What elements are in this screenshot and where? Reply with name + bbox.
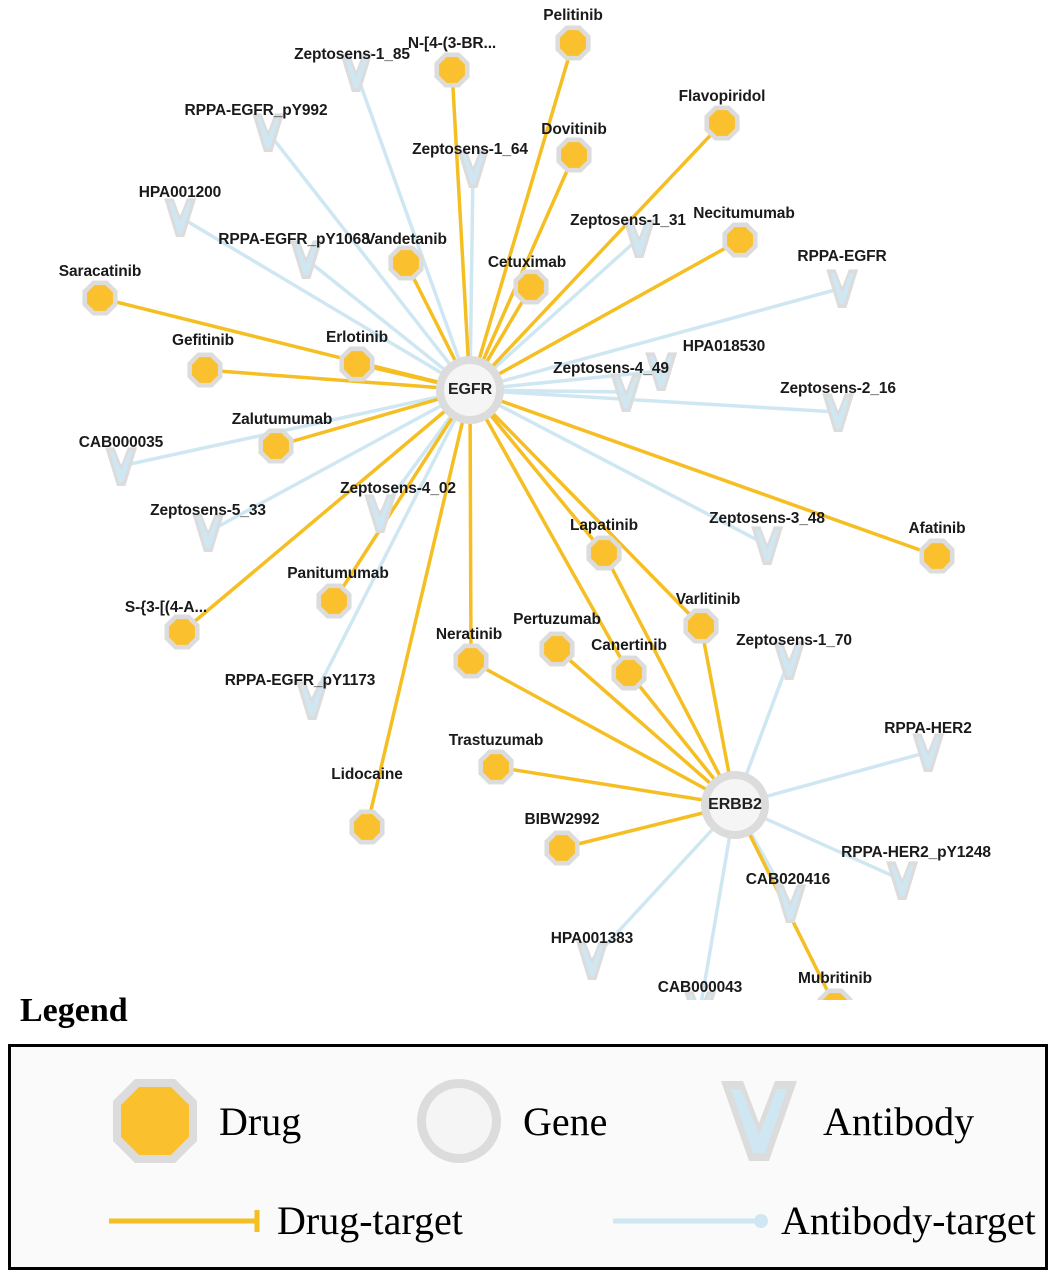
antibody-node[interactable] [774, 884, 806, 923]
antibody-label: Zeptosens-1_31 [570, 212, 686, 229]
drug-label: Cetuximab [487, 254, 567, 271]
drug-node[interactable] [321, 588, 347, 614]
legend-label-antibody: Antibody [823, 1098, 975, 1144]
drug-node[interactable] [344, 351, 370, 377]
antibody-label: HPA001383 [550, 930, 634, 947]
drug-label: Gefitinib [172, 332, 234, 349]
drug-node[interactable] [560, 30, 586, 56]
drug-node[interactable] [591, 540, 617, 566]
drug-label: Erlotinib [326, 329, 388, 346]
legend-item-antibody [711, 1073, 974, 1169]
antibody-label: Zeptosens-4_02 [340, 480, 456, 497]
drug-label: Flavopiridol [678, 88, 766, 105]
antibody-label: CAB000043 [657, 979, 743, 996]
legend-label-drug-target: Drug-target [277, 1198, 463, 1243]
legend-title: Legend [20, 992, 128, 1029]
legend-edge-row [11, 1197, 1045, 1257]
drug-octagon-icon [107, 1073, 203, 1169]
drug-label: N-[4-(3-BR... [407, 35, 497, 52]
antibody-node[interactable] [886, 861, 918, 900]
antibody-label: CAB020416 [745, 871, 831, 888]
drug-label: Varlitinib [675, 591, 741, 608]
antibody-label: Zeptosens-3_48 [709, 510, 825, 527]
antibody-node[interactable] [164, 198, 196, 237]
drug-node[interactable] [483, 754, 509, 780]
gene-label: EGFR [447, 381, 493, 398]
drug-node[interactable] [439, 57, 465, 83]
drug-label: Necitumumab [693, 205, 795, 222]
drug-node[interactable] [688, 613, 714, 639]
drug-node[interactable] [169, 619, 195, 645]
antibody-label: RPPA-HER2_pY1248 [841, 844, 991, 861]
drug-node[interactable] [561, 142, 587, 168]
antibody-label: Zeptosens-5_33 [150, 502, 266, 519]
antibody-label: RPPA-EGFR_pY992 [184, 102, 328, 119]
drug-label: Lapatinib [570, 517, 638, 534]
gene-label: ERBB2 [708, 796, 762, 813]
drug-label: S-{3-[(4-A... [124, 599, 208, 616]
drug-label: Dovitinib [541, 121, 607, 138]
antibody-label: CAB000035 [78, 434, 164, 451]
legend-item-gene [411, 1073, 607, 1169]
antibody-node[interactable] [822, 393, 854, 432]
antibody-node[interactable] [912, 733, 944, 772]
antibody-label: Zeptosens-4_49 [553, 360, 669, 377]
drug-node[interactable] [544, 636, 570, 662]
legend-item-antibody-target [611, 1197, 1036, 1244]
drug-node[interactable] [616, 660, 642, 686]
drug-node[interactable] [192, 357, 218, 383]
drug-label: Zalutumumab [231, 411, 333, 428]
drug-node[interactable] [458, 648, 484, 674]
antibody-label: Zeptosens-1_70 [736, 632, 852, 649]
antibody-target-edge-icon [611, 1206, 771, 1236]
drug-label: Saracatinib [58, 263, 142, 280]
legend-label-drug: Drug [219, 1098, 302, 1144]
gene-circle-icon [411, 1073, 507, 1169]
drug-label: Canertinib [591, 637, 667, 654]
antibody-label: RPPA-EGFR [797, 248, 887, 265]
legend-label-gene: Gene [523, 1098, 608, 1144]
legend-label-antibody-target: Antibody-target [781, 1198, 1036, 1243]
antibody-label: Zeptosens-1_85 [294, 46, 410, 63]
drug-node[interactable] [393, 250, 419, 276]
antibody-node[interactable] [105, 447, 137, 486]
drug-node[interactable] [924, 543, 950, 569]
drug-node[interactable] [549, 835, 575, 861]
drug-label: Afatinib [908, 520, 966, 537]
drug-label: Mubritinib [798, 970, 872, 987]
legend-box [8, 1044, 1048, 1270]
drug-node[interactable] [518, 274, 544, 300]
drug-node[interactable] [709, 110, 735, 136]
legend-node-row [11, 1067, 1045, 1177]
antibody-node[interactable] [826, 269, 858, 308]
antibody-node[interactable] [751, 526, 783, 565]
drug-node[interactable] [87, 285, 113, 311]
antibody-chevron-icon [711, 1073, 807, 1169]
drug-label: Trastuzumab [448, 732, 544, 749]
antibody-label: RPPA-EGFR_pY1173 [224, 672, 376, 689]
antibody-label: RPPA-EGFR_pY1068 [218, 231, 370, 248]
antibody-label: HPA001200 [138, 184, 222, 201]
legend-item-drug-target [107, 1197, 463, 1244]
drug-node[interactable] [354, 814, 380, 840]
drug-label: Lidocaine [331, 766, 403, 783]
drug-label: BIBW2992 [524, 811, 600, 828]
antibody-node[interactable] [610, 373, 642, 412]
drug-label: Vandetanib [365, 231, 447, 248]
drug-label: Panitumumab [287, 565, 389, 582]
legend-item-drug [107, 1073, 301, 1169]
drug-node[interactable] [727, 227, 753, 253]
drug-target-edge-icon [107, 1206, 267, 1236]
drug-node[interactable] [263, 433, 289, 459]
antibody-label: HPA018530 [682, 338, 766, 355]
drug-label: Neratinib [435, 626, 503, 643]
antibody-label: Zeptosens-1_64 [412, 141, 528, 158]
drug-label: Pelitinib [543, 7, 603, 24]
antibody-node[interactable] [364, 494, 396, 533]
antibody-label: RPPA-HER2 [884, 720, 972, 737]
drug-label: Pertuzumab [513, 611, 601, 628]
antibody-label: Zeptosens-2_16 [780, 380, 896, 397]
